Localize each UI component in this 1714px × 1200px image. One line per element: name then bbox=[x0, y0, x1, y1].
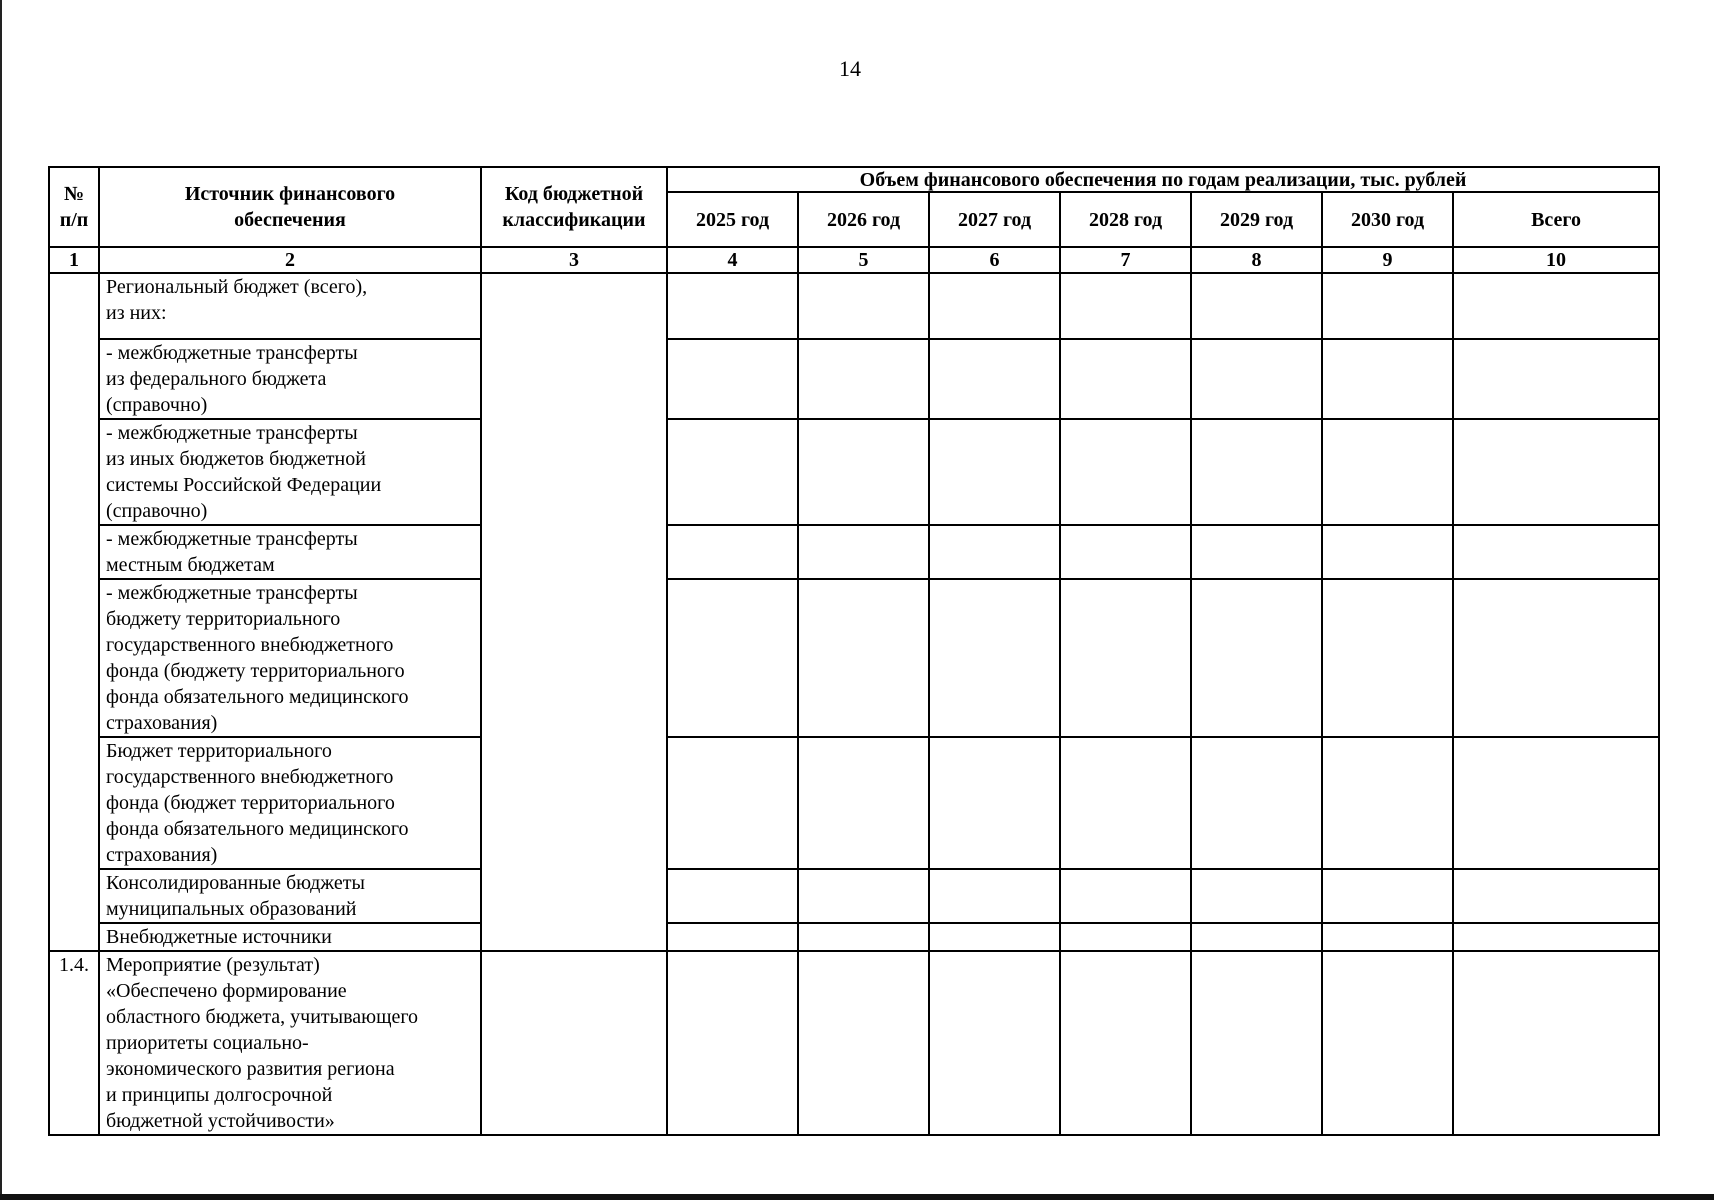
header-source: Источник финансового обеспечения bbox=[99, 167, 481, 247]
value-cell-total bbox=[1453, 951, 1659, 1135]
value-cell-2028 bbox=[1060, 951, 1191, 1135]
column-index: 5 bbox=[798, 247, 929, 273]
column-index: 9 bbox=[1322, 247, 1453, 273]
value-cell-2027 bbox=[929, 525, 1060, 579]
column-index: 2 bbox=[99, 247, 481, 273]
source-cell: - межбюджетные трансферты из иных бюджетов бюджетной системы Российской Федерации (справочно) bbox=[99, 419, 481, 525]
value-cell-2025 bbox=[667, 419, 798, 525]
header-group: Объем финансового обеспечения по годам реализации, тыс. рублей bbox=[667, 167, 1659, 192]
value-cell-2030 bbox=[1322, 339, 1453, 419]
header-year-2027: 2027 год bbox=[929, 192, 1060, 247]
value-cell-2028 bbox=[1060, 339, 1191, 419]
source-cell: - межбюджетные трансферты из федерального бюджета (справочно) bbox=[99, 339, 481, 419]
column-index: 7 bbox=[1060, 247, 1191, 273]
value-cell-2029 bbox=[1191, 579, 1322, 737]
value-cell-2030 bbox=[1322, 579, 1453, 737]
value-cell-2026 bbox=[798, 923, 929, 951]
value-cell-2026 bbox=[798, 869, 929, 923]
value-cell-2025 bbox=[667, 525, 798, 579]
value-cell-2029 bbox=[1191, 951, 1322, 1135]
scan-edge-bottom bbox=[0, 1194, 1714, 1200]
header-code: Код бюджетной классификации bbox=[481, 167, 667, 247]
value-cell-2025 bbox=[667, 737, 798, 869]
value-cell-total bbox=[1453, 923, 1659, 951]
table-row bbox=[49, 737, 1659, 869]
source-cell: Консолидированные бюджеты муниципальных образований bbox=[99, 869, 481, 923]
value-cell-2030 bbox=[1322, 951, 1453, 1135]
header-year-2028: 2028 год bbox=[1060, 192, 1191, 247]
value-cell-2027 bbox=[929, 273, 1060, 339]
value-cell-2029 bbox=[1191, 419, 1322, 525]
value-cell-2027 bbox=[929, 579, 1060, 737]
column-index: 4 bbox=[667, 247, 798, 273]
value-cell-2030 bbox=[1322, 419, 1453, 525]
value-cell-2028 bbox=[1060, 869, 1191, 923]
value-cell-total bbox=[1453, 579, 1659, 737]
column-index: 10 bbox=[1453, 247, 1659, 273]
value-cell-total bbox=[1453, 339, 1659, 419]
value-cell-2026 bbox=[798, 419, 929, 525]
value-cell-2028 bbox=[1060, 273, 1191, 339]
value-cell-2025 bbox=[667, 579, 798, 737]
value-cell-total bbox=[1453, 273, 1659, 339]
value-cell-2026 bbox=[798, 579, 929, 737]
source-cell: - межбюджетные трансферты местным бюджетам bbox=[99, 525, 481, 579]
column-index: 6 bbox=[929, 247, 1060, 273]
value-cell-total bbox=[1453, 869, 1659, 923]
value-cell-2028 bbox=[1060, 579, 1191, 737]
value-cell-total bbox=[1453, 737, 1659, 869]
value-cell-2025 bbox=[667, 951, 798, 1135]
table-row bbox=[49, 419, 1659, 525]
table-row bbox=[49, 273, 1659, 339]
header-total: Всего bbox=[1453, 192, 1659, 247]
code-cell bbox=[481, 951, 667, 1135]
value-cell-2029 bbox=[1191, 525, 1322, 579]
value-cell-2028 bbox=[1060, 737, 1191, 869]
value-cell-total bbox=[1453, 525, 1659, 579]
value-cell-2026 bbox=[798, 737, 929, 869]
value-cell-2027 bbox=[929, 923, 1060, 951]
source-cell: - межбюджетные трансферты бюджету территориального государственного внебюджетного фонда (бюджету территориального фонда обязательного медицинского страхования) bbox=[99, 579, 481, 737]
table-row bbox=[49, 869, 1659, 923]
header-row-1 bbox=[49, 167, 1659, 192]
value-cell-2030 bbox=[1322, 273, 1453, 339]
column-index: 8 bbox=[1191, 247, 1322, 273]
header-year-2030: 2030 год bbox=[1322, 192, 1453, 247]
header-year-2029: 2029 год bbox=[1191, 192, 1322, 247]
financing-table bbox=[48, 166, 1660, 1136]
table-row bbox=[49, 923, 1659, 951]
value-cell-2028 bbox=[1060, 923, 1191, 951]
table-row bbox=[49, 579, 1659, 737]
column-index: 3 bbox=[481, 247, 667, 273]
value-cell-2030 bbox=[1322, 923, 1453, 951]
value-cell-2029 bbox=[1191, 737, 1322, 869]
table-row bbox=[49, 525, 1659, 579]
value-cell-2026 bbox=[798, 273, 929, 339]
value-cell-2027 bbox=[929, 869, 1060, 923]
header-num: № п/п bbox=[49, 167, 99, 247]
value-cell-2026 bbox=[798, 525, 929, 579]
page-number: 14 bbox=[839, 56, 861, 81]
value-cell-2025 bbox=[667, 339, 798, 419]
column-index-row bbox=[49, 247, 1659, 273]
column-index: 1 bbox=[49, 247, 99, 273]
header-year-2025: 2025 год bbox=[667, 192, 798, 247]
value-cell-2030 bbox=[1322, 737, 1453, 869]
source-cell: Региональный бюджет (всего), из них: bbox=[99, 273, 481, 339]
value-cell-2030 bbox=[1322, 869, 1453, 923]
source-cell: Мероприятие (результат) «Обеспечено формирование областного бюджета, учитывающего приоритеты социально- экономического развития региона и принципы долгосрочной бюджетной устойчивости» bbox=[99, 951, 481, 1135]
value-cell-2025 bbox=[667, 273, 798, 339]
scan-edge-left bbox=[0, 0, 2, 1200]
value-cell-2030 bbox=[1322, 525, 1453, 579]
value-cell-2027 bbox=[929, 951, 1060, 1135]
value-cell-2025 bbox=[667, 869, 798, 923]
value-cell-total bbox=[1453, 419, 1659, 525]
header-year-2026: 2026 год bbox=[798, 192, 929, 247]
source-cell: Внебюджетные источники bbox=[99, 923, 481, 951]
value-cell-2029 bbox=[1191, 869, 1322, 923]
value-cell-2027 bbox=[929, 339, 1060, 419]
code-cell bbox=[481, 273, 667, 951]
value-cell-2028 bbox=[1060, 525, 1191, 579]
value-cell-2029 bbox=[1191, 273, 1322, 339]
value-cell-2026 bbox=[798, 339, 929, 419]
row-num-cell bbox=[49, 273, 99, 951]
value-cell-2028 bbox=[1060, 419, 1191, 525]
value-cell-2026 bbox=[798, 951, 929, 1135]
source-cell: Бюджет территориального государственного внебюджетного фонда (бюджет территориального фонда обязательного медицинского страхования) bbox=[99, 737, 481, 869]
table-row bbox=[49, 951, 1659, 1135]
value-cell-2027 bbox=[929, 737, 1060, 869]
value-cell-2025 bbox=[667, 923, 798, 951]
value-cell-2029 bbox=[1191, 923, 1322, 951]
table-row bbox=[49, 339, 1659, 419]
value-cell-2027 bbox=[929, 419, 1060, 525]
value-cell-2029 bbox=[1191, 339, 1322, 419]
row-num-cell: 1.4. bbox=[49, 951, 99, 1135]
